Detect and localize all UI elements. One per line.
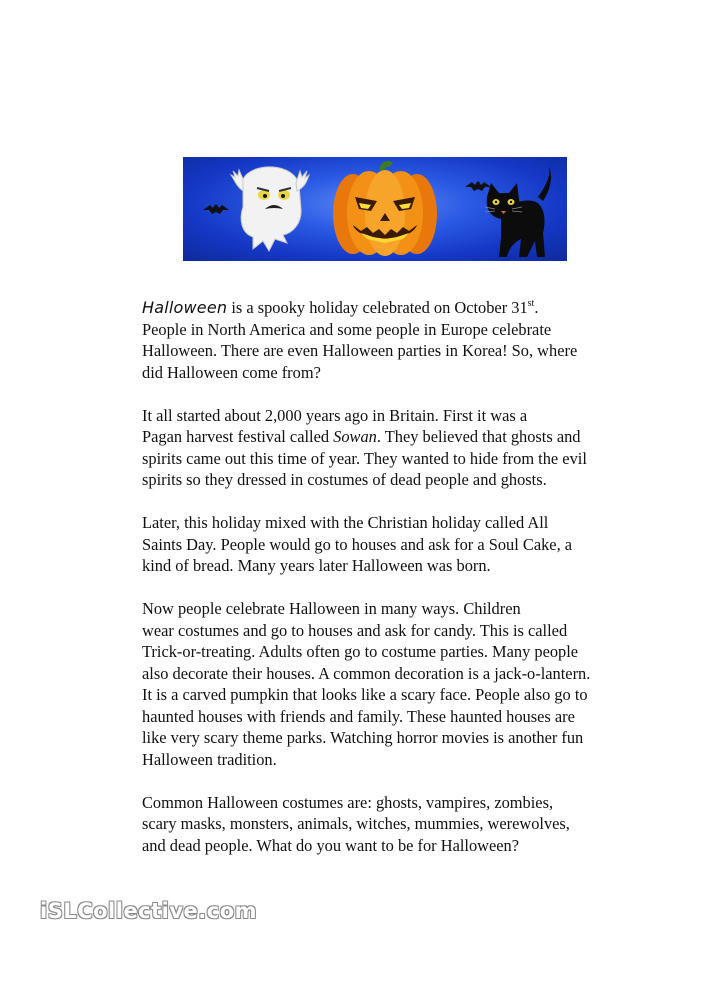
halloween-word: Halloween	[142, 298, 228, 317]
text-line	[98, 340, 638, 362]
text-line	[98, 663, 638, 685]
text-line	[98, 641, 638, 663]
text-run: spirits came out this time of year. They wanted to hide from the evil	[142, 448, 587, 468]
ordinal-suffix: st	[527, 298, 535, 309]
text-line	[98, 749, 638, 771]
bat-icon	[203, 204, 229, 214]
text-run: . They believed that ghosts and	[376, 427, 581, 446]
text-line	[98, 405, 638, 427]
jack-o-lantern-icon	[333, 161, 437, 256]
text-line	[98, 598, 638, 620]
text-run: is a spooky holiday celebrated on October 31	[227, 298, 528, 317]
text-run: .	[534, 298, 539, 317]
text-run: and dead people. What do you want to be for Halloween?	[142, 835, 520, 855]
paragraph	[98, 297, 638, 383]
text-run: It all started about 2,000 years ago in Britain. First it was a	[142, 405, 528, 425]
text-run: spirits so they dressed in costumes of dead people and ghosts.	[142, 470, 547, 489]
text-run: People in North America and some people in Europe celebrate	[142, 319, 552, 339]
text-line	[98, 620, 638, 642]
italic-term: Sowan	[333, 427, 377, 446]
text-run: Pagan harvest festival called	[142, 427, 334, 446]
text-line	[98, 297, 638, 319]
black-cat-icon	[485, 167, 551, 257]
paragraph	[98, 792, 638, 857]
paragraph	[98, 598, 638, 770]
text-run: Later, this holiday mixed with the Christian holiday called All	[142, 513, 549, 532]
text-line	[98, 469, 638, 491]
text-line	[98, 426, 638, 448]
halloween-banner	[183, 157, 567, 261]
text-line	[98, 534, 638, 556]
bat-icon	[465, 181, 491, 191]
text-run: It is a carved pumpkin that looks like a scary face. People also go to	[142, 685, 588, 704]
text-run: wear costumes and go to houses and ask for candy. This is called	[142, 620, 568, 640]
text-line	[98, 792, 638, 814]
text-line	[98, 512, 638, 534]
text-line	[98, 319, 638, 341]
text-run: haunted houses with friends and family. These haunted houses are	[142, 706, 575, 726]
paragraph	[98, 405, 638, 491]
text-run: did Halloween come from?	[142, 362, 321, 382]
text-line	[98, 706, 638, 728]
text-run: Common Halloween costumes are: ghosts, vampires, zombies,	[142, 792, 554, 812]
text-line	[98, 684, 638, 706]
reading-text	[98, 297, 638, 878]
text-line	[98, 555, 638, 577]
text-run: Trick-or-treating. Adults often go to costume parties. Many people	[142, 642, 579, 661]
ghost-icon	[231, 167, 309, 251]
text-line	[98, 835, 638, 857]
text-line	[98, 362, 638, 384]
text-run: kind of bread. Many years later Halloween was born.	[142, 556, 491, 575]
text-line	[98, 813, 638, 835]
text-run: scary masks, monsters, animals, witches, mummies, werewolves,	[142, 814, 570, 833]
paragraph	[98, 512, 638, 577]
text-run: like very scary theme parks. Watching horror movies is another fun	[142, 728, 584, 747]
text-run: Saints Day. People would go to houses and ask for a Soul Cake, a	[142, 534, 573, 554]
text-run: Halloween tradition.	[142, 749, 277, 769]
site-logo: iSLCollective.com	[40, 899, 258, 923]
text-run: also decorate their houses. A common decoration is a jack-o-lantern.	[142, 663, 591, 683]
text-line	[98, 448, 638, 470]
text-run: Halloween. There are even Halloween parties in Korea! So, where	[142, 341, 578, 360]
text-line	[98, 727, 638, 749]
text-run: Now people celebrate Halloween in many ways. Children	[142, 599, 521, 618]
